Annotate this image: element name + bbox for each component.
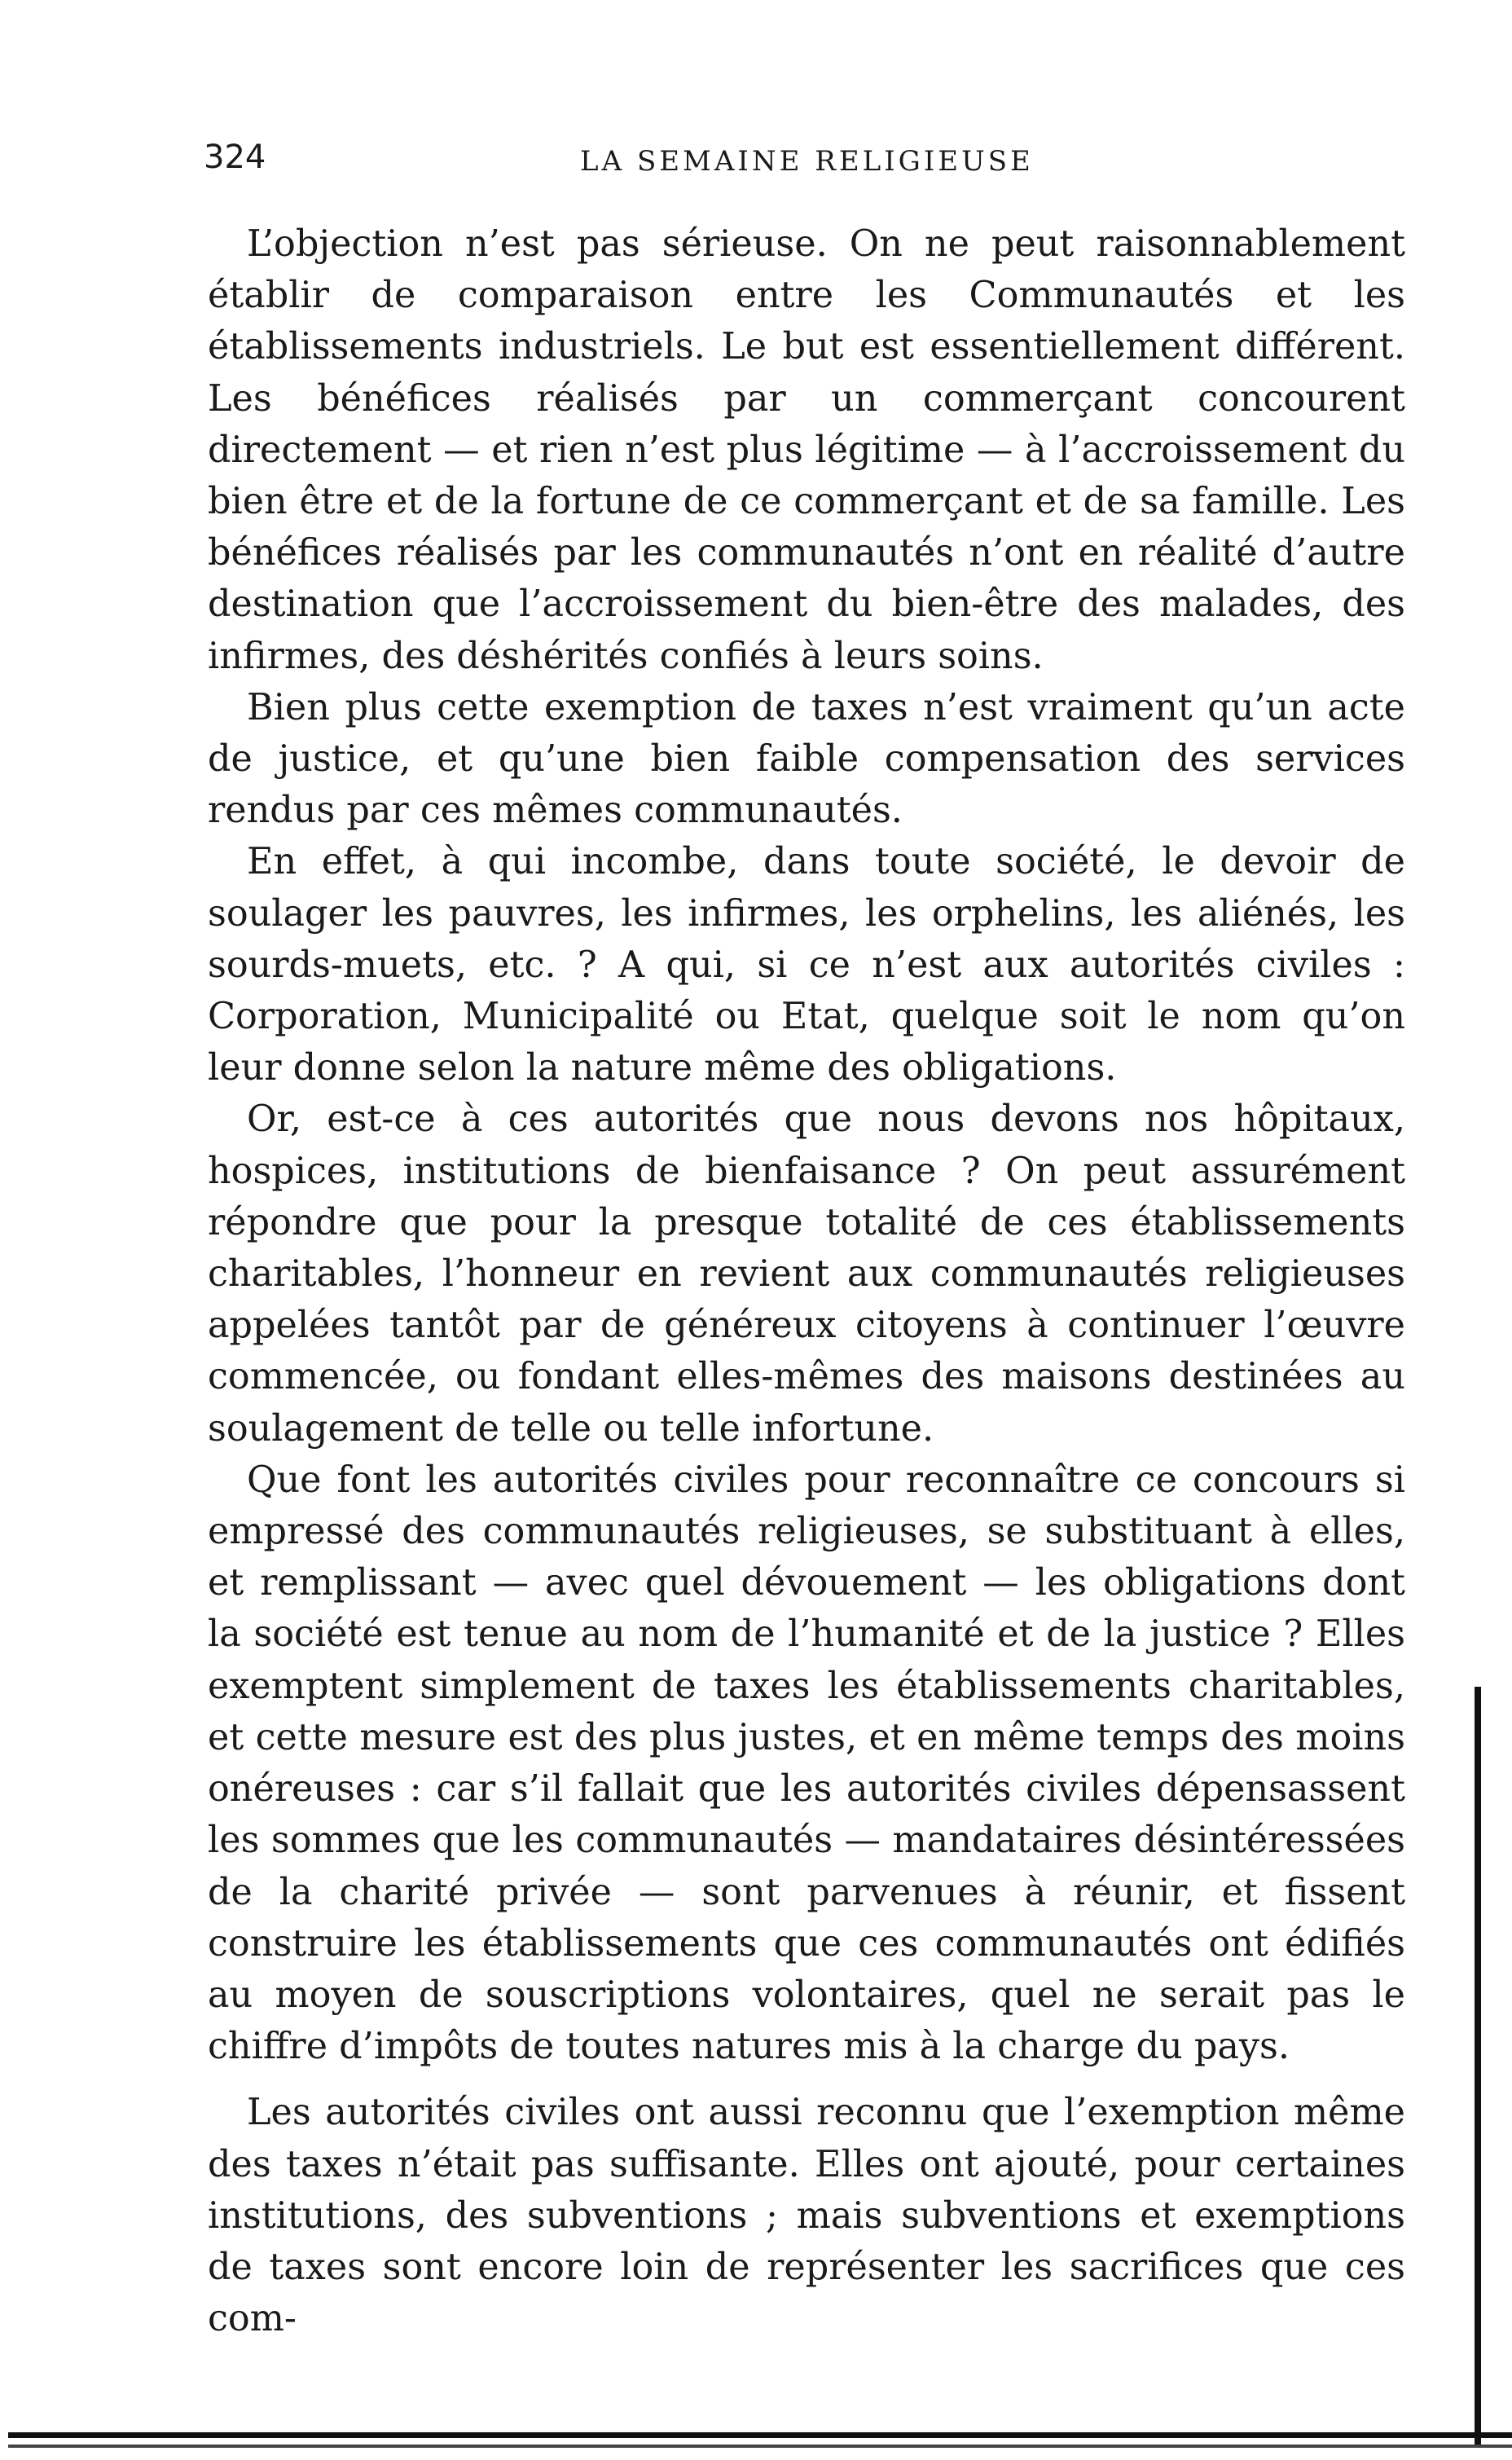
scan-edge-right [1475,1687,1481,2445]
running-head: LA SEMAINE RELIGIEUSE [580,145,1034,178]
paragraph: Les autorités civiles ont aussi reconnu que l’exemption même des taxes n’était pas suffisante. Elles ont ajouté, pour certaines institutions, des subventions ; mais subventions et exemptions de taxes sont encore loin de représenter les sacrifices que ces com- [208,2092,1405,2340]
scan-edge-bottom [8,2445,1512,2448]
paragraph: Que font les autorités civiles pour reconnaître ce concours si empressé des communautés religieuses, se substituant à elles, et remplissant — avec quel dévouement — les obligations dont la société est tenue au nom de l’humanité et de la justice ? Elles exemptent simplement de taxes les établissements charitables, et cette mesure est des plus justes, et en même temps des moins onéreuses : car s’il fallait que les autorités civiles dépensassent les sommes que les communautés — mandataires désintéressées de la charité privée — sont parvenues à réunir, et fissent construire les établissements que ces communautés ont édifiés au moyen de souscriptions volontaires, quel ne serait pas le chiffre d’impôts de toutes natures mis à la charge du pays. [208,1459,1405,2068]
paragraph: En effet, à qui incombe, dans toute société, le devoir de soulager les pauvres, les infirmes, les orphelins, les aliénés, les sourds-muets, etc. ? A qui, si ce n’est aux autorités civiles : Corporation, Municipalité ou Etat, quelque soit le nom qu’on leur donne selon la nature même des obligations. [208,841,1405,1089]
body-text [208,218,1405,2344]
scan-edge-bottom [8,2432,1512,2438]
page-header [204,139,1344,187]
page-number: 324 [204,139,266,176]
paragraph: Or, est-ce à ces autorités que nous devons nos hôpitaux, hospices, institutions de bienfaisance ? On peut assurément répondre que pour la presque totalité de ces établissements charitables, l’honneur en revient aux communautés religieuses appelées tantôt par de généreux citoyens à continuer l’œuvre commencée, ou fondant elles-mêmes des maisons destinées au soulagement de telle ou telle infortune. [208,1098,1405,1450]
paragraph: L’objection n’est pas sérieuse. On ne peut raisonnablement établir de comparaison entre les Communautés et les établissements industriels. Le but est essentiellement différent. Les bénéfices réalisés par un commerçant concourent directement — et rien n’est plus légitime — à l’accroissement du bien être et de la fortune de ce commerçant et de sa famille. Les bénéfices réalisés par les communautés n’ont en réalité d’autre destination que l’accroissement du bien-être des malades, des infirmes, des déshérités confiés à leurs soins. [208,223,1405,677]
paragraph: Bien plus cette exemption de taxes n’est vraiment qu’un acte de justice, et qu’une bien faible compensation des services rendus par ces mêmes communautés. [208,686,1405,832]
